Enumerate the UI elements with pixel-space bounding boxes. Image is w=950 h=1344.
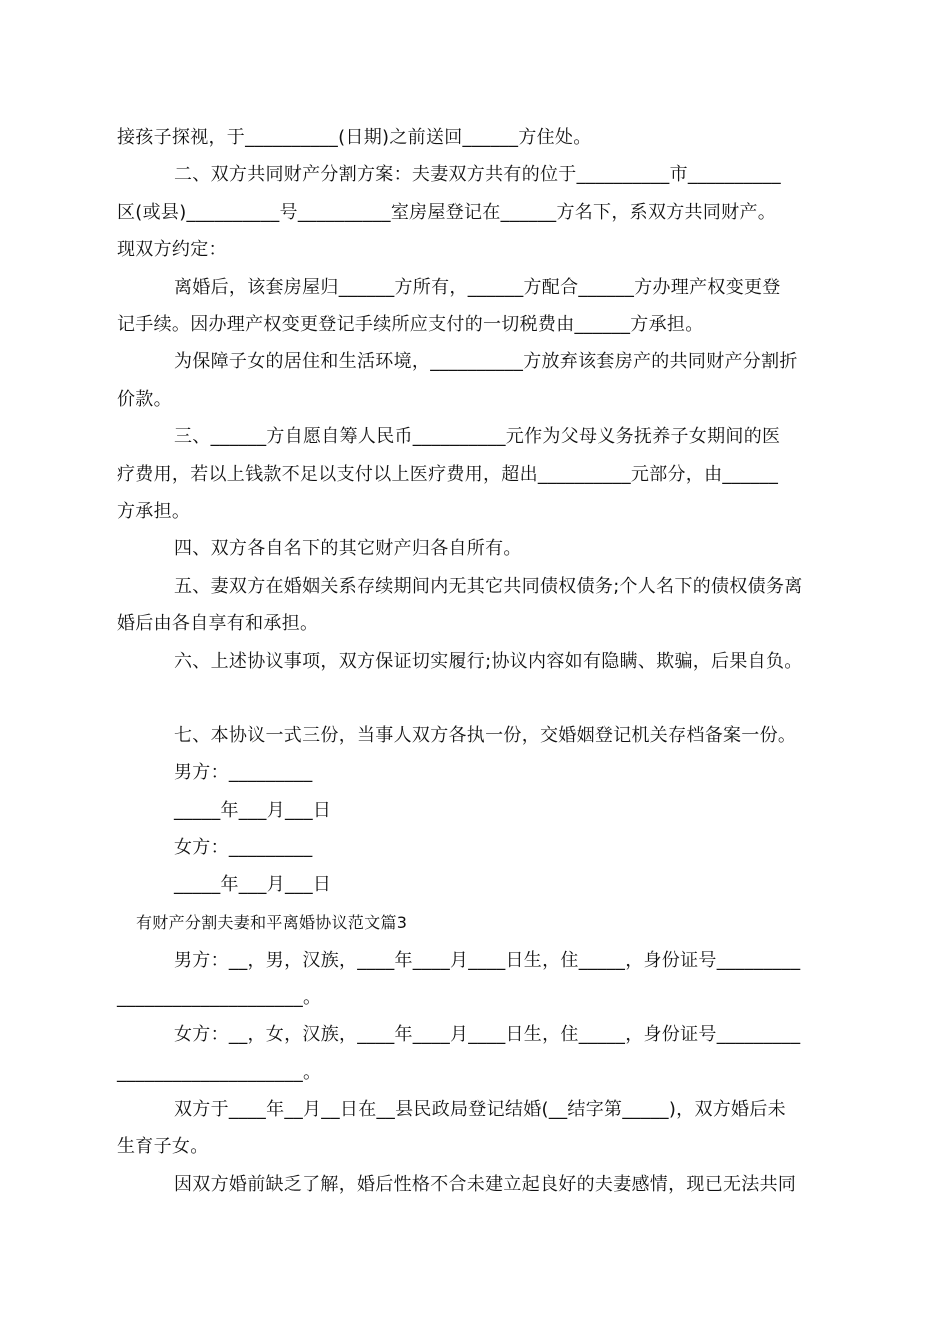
- text-line: 五、妻双方在婚姻关系存续期间内无其它共同债权债务;个人名下的债权债务离: [174, 576, 803, 597]
- text-line: 疗费用，若以上钱款不足以支付以上医疗费用，超出__________元部分，由______: [117, 464, 779, 485]
- text-line: 二、双方共同财产分割方案：夫妻双方共有的位于__________市__________: [174, 164, 781, 185]
- text-line: ____________________。: [117, 987, 322, 1008]
- text-line: 女方：__，女，汉族，____年____月____日生，住_____，身份证号_________: [174, 1024, 801, 1045]
- wife-signature-line: 女方：_________: [174, 837, 313, 858]
- text-line: 婚后由各自享有和承担。: [117, 613, 319, 634]
- text-line: 区(或县)__________号__________室房屋登记在______方名下，系双方共同财产。: [117, 202, 777, 223]
- text-line: 四、双方各自名下的其它财产归各自所有。: [174, 538, 522, 559]
- wife-date-line: _____年___月___日: [174, 874, 332, 895]
- husband-signature-line: 男方：_________: [174, 762, 313, 783]
- text-line: 接孩子探视，于__________(日期)之前送回______方住处。: [117, 127, 592, 148]
- text-line: 男方：__，男，汉族，____年____月____日生，住_____，身份证号_________: [174, 950, 801, 971]
- text-line: 记手续。因办理产权变更登记手续所应支付的一切税费由______方承担。: [117, 314, 704, 335]
- text-line: 因双方婚前缺乏了解，婚后性格不合未建立起良好的夫妻感情，现已无法共同: [174, 1174, 797, 1195]
- text-line: 价款。: [117, 389, 172, 410]
- text-line: 为保障子女的居住和生活环境，__________方放弃该套房产的共同财产分割折: [174, 351, 798, 372]
- text-line: ____________________。: [117, 1062, 322, 1083]
- text-line: 双方于____年__月__日在__县民政局登记结婚(__结字第_____)，双方婚后未: [174, 1099, 786, 1120]
- text-line: 生育子女。: [117, 1136, 209, 1157]
- section-heading: 有财产分割夫妻和平离婚协议范文篇3: [136, 913, 408, 932]
- text-line: 方承担。: [117, 501, 191, 522]
- text-line: 离婚后，该套房屋归______方所有，______方配合______方办理产权变更登: [174, 277, 781, 298]
- text-line: 六、上述协议事项，双方保证切实履行;协议内容如有隐瞒、欺骗，后果自负。: [174, 651, 803, 672]
- text-line: 现双方约定：: [117, 239, 227, 260]
- husband-date-line: _____年___月___日: [174, 800, 332, 821]
- text-line: 三、______方自愿自筹人民币__________元作为父母义务抚养子女期间的医: [174, 426, 781, 447]
- text-line: 七、本协议一式三份，当事人双方各执一份，交婚姻登记机关存档备案一份。: [174, 725, 797, 746]
